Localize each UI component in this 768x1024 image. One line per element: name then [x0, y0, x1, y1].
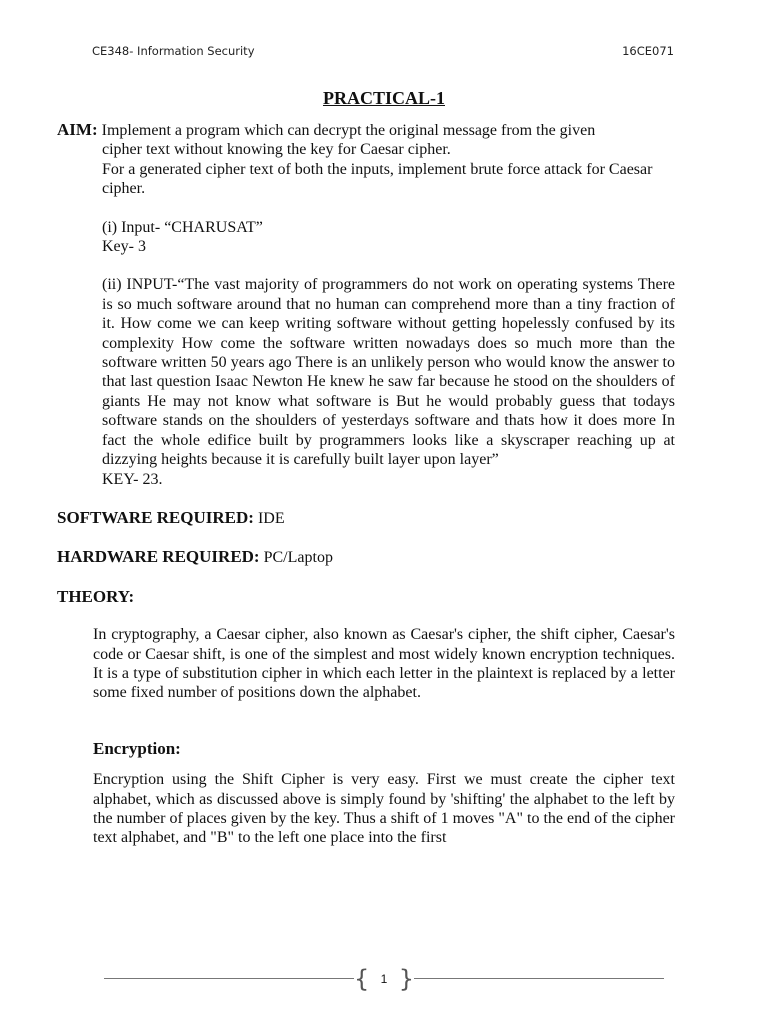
footer-rule-left — [104, 978, 354, 979]
footer-rule-right — [414, 978, 664, 979]
page-number — [354, 966, 414, 992]
input-1: (i) Input- “CHARUSAT” — [102, 218, 263, 236]
roll-number: 16CE071 — [622, 44, 674, 58]
aim-label: AIM: — [57, 120, 98, 139]
software-value: IDE — [257, 509, 285, 527]
page-title: PRACTICAL-1 — [322, 88, 445, 108]
theory-heading: THEORY: — [57, 586, 135, 606]
encryption-heading: Encryption: — [93, 738, 181, 758]
input-1-key: Key- 3 — [102, 238, 146, 256]
software-label: SOFTWARE REQUIRED: — [57, 507, 254, 527]
input-2-key: KEY- 23. — [102, 470, 163, 488]
course-title: CE348- Information Security — [92, 44, 255, 58]
software-required — [57, 508, 675, 528]
aim-line-2: cipher text without knowing the key for Caesar cipher. — [102, 141, 451, 159]
page-header — [92, 44, 674, 58]
aim-paragraph-2: For a generated cipher text of both the inputs, implement brute force attack for Caesar cipher. — [102, 160, 653, 198]
left-brace-icon: { — [354, 965, 370, 993]
aim-line-1: Implement a program which can decrypt the original message from the given — [101, 122, 596, 139]
page-number-text: 1 — [380, 972, 388, 986]
hardware-value: PC/Laptop — [263, 549, 333, 567]
encryption-text: Encryption using the Shift Cipher is very easy. First we must create the cipher text alphabet, which as discussed above is simply found by 'shifting' the alphabet to the left by the number of places given by the key. Thus a shift of 1 moves "A" to the end of the cipher text alphabet, and "B" to the left one place into the first — [93, 771, 675, 847]
hardware-label: HARDWARE REQUIRED: — [57, 547, 260, 567]
input-2: (ii) INPUT-“The vast majority of programmers do not work on operating systems There is so much software around that no human can comprehend more than a tiny fraction of it. How come we can keep writing software without getting hopelessly confused by its complexity How come the software written nowadays does so much more than the software written 50 years ago There is an unlikely person who would know the answer to that last question Isaac Newton He knew he saw far because he stood on the shoulders of giants He may not know what software is But he would probably guess that todays software stands on the shoulders of yesterdays software and thats how it does more In fact the whole edifice built by programmers looks like a skyscraper reaching up at dizzying heights because it is carefully built layer upon layer” — [102, 276, 675, 469]
document-body — [57, 120, 675, 848]
hardware-required — [57, 547, 675, 567]
aim-line — [57, 120, 675, 140]
theory-text: In cryptography, a Caesar cipher, also known as Caesar's cipher, the shift cipher, Caesar's code or Caesar shift, is one of the simplest and most widely known encryption techniques. It is a type of substitution cipher in which each letter in the plaintext is replaced by a letter some fixed number of positions down the alphabet. — [93, 626, 675, 702]
right-brace-icon: } — [398, 965, 414, 993]
